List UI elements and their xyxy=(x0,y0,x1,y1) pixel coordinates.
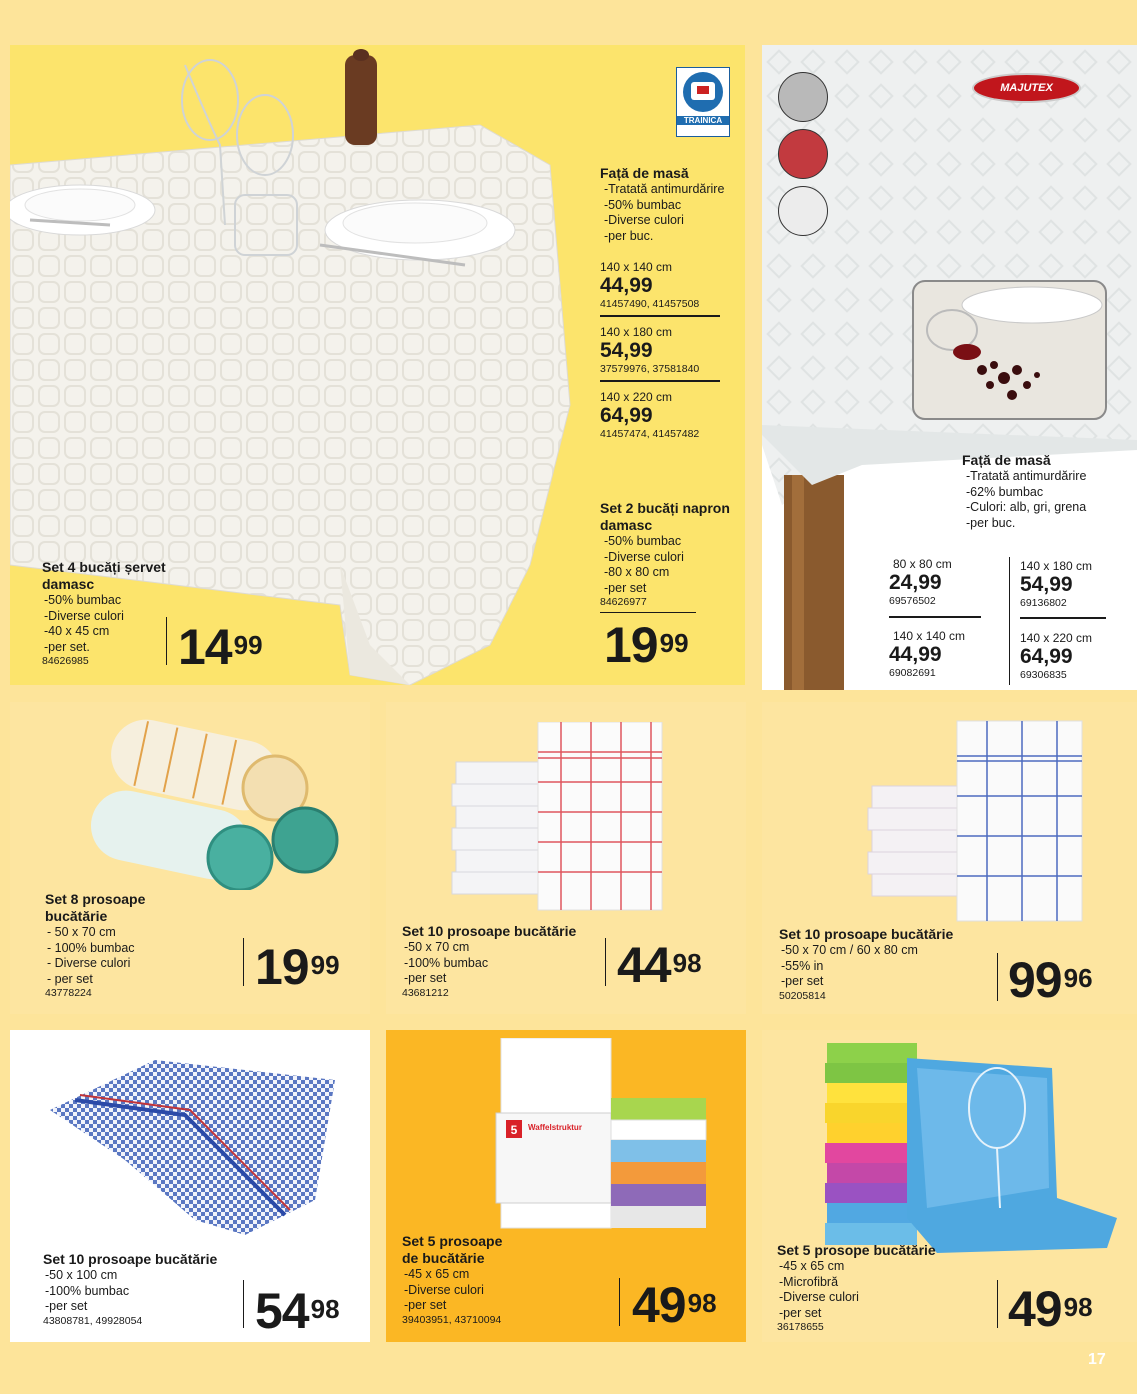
majutex-panel: MAJUTEX Față de masă -Tratată antimurdărire -62% bumbac -Culori: alb, gri, grena -per buc. 80 x 80 cm 24,99 69576502 140 x 140 cm 44,99 69082691 140 x 180 cm 54,99 69136802 140 x 220 cm 64,99 69306835 xyxy=(762,45,1137,690)
variant-price: 44,99 xyxy=(600,274,653,297)
product-card[interactable]: Set 10 prosoape bucătărie -50 x 100 cm -100% bumbac -per set 43808781, 49928054 $54^{98}$ xyxy=(10,1030,370,1342)
swatch-red[interactable] xyxy=(778,129,828,179)
variant-size: 140 x 220 cm xyxy=(600,390,673,404)
napkins-title: Set 4 bucăți șervet xyxy=(42,559,166,575)
wine-stain-photo xyxy=(912,280,1107,420)
package-label: Waffelstruktur xyxy=(528,1123,582,1132)
product-code: 43778224 xyxy=(45,987,92,999)
product-code: 41457474, 41457482 xyxy=(600,428,700,440)
tablecloth-title: Față de masă xyxy=(600,165,689,181)
product-card: Set 8 prosoape bucătărie - 50 x 70 cm - 100% bumbac - Diverse culori - per set 43778224 $19^{99}$ xyxy=(10,702,370,1014)
checkered-towels-photo xyxy=(45,1040,345,1240)
product-price: $99^{96}$ xyxy=(1008,952,1093,1008)
trainica-logo: TRAINICA xyxy=(676,67,730,137)
variant-price: 64,99 xyxy=(1020,645,1073,668)
product-code: 39403951, 43710094 xyxy=(402,1313,502,1326)
spec-line: -50% bumbac xyxy=(604,197,682,212)
linen-towels-photo xyxy=(862,716,1102,926)
product-title: Set 5 prosope bucătărie xyxy=(777,1242,936,1258)
variant-price: 24,99 xyxy=(889,571,942,594)
product-price: $19^{99}$ xyxy=(255,939,340,995)
rolled-towels-photo xyxy=(80,710,340,890)
product-title: Set 10 prosoape bucătărie xyxy=(779,926,954,942)
swatch-white[interactable] xyxy=(778,186,828,236)
product-code: 43681212 xyxy=(402,986,449,999)
majutex-logo: MAJUTEX xyxy=(974,75,1079,101)
product-code: 50205814 xyxy=(779,989,826,1002)
product-price: $54^{98}$ xyxy=(255,1283,340,1339)
product-code: 84626977 xyxy=(600,596,647,608)
product-card: Set 10 prosoape bucătărie -50 x 70 cm / 60 x 80 cm -55% in -per set 50205814 $99^{96}$ xyxy=(762,702,1137,1014)
towel-stack-photo xyxy=(446,722,706,912)
product-price: $44^{98}$ xyxy=(617,937,702,993)
swatch-gray[interactable] xyxy=(778,72,828,122)
product-code: 36178655 xyxy=(777,1321,824,1333)
product-price: $49^{98}$ xyxy=(1008,1281,1093,1337)
tablecloth-panel: TRAINICA Față de masă -Tratată antimurdărire -50% bumbac -Diverse culori -per buc. 140 x 140 cm 44,99 41457490, 41457508 140 x 180 cm 54,99 37579976, 37581840 140 x 220 cm 64,99 41457474, 41457482 Set 4 bucăți șervet damasc -50% bumbac -Diverse culori -40 x 45 cm -per set. 84626985 $14^{99}$ Set 2 bucăți napron damasc -50% bumbac -Diverse culori -80 x 80 cm -per set 84626977 $19^{99}$ xyxy=(10,45,745,685)
product-card: 5 Waffelstruktur Set 5 prosoape de bucătărie -45 x 65 cm -Diverse culori -per set 39403951, 43710094 $49^{98}$ xyxy=(386,1030,746,1342)
variant-size: 140 x 180 cm xyxy=(600,325,673,339)
variant-price: 44,99 xyxy=(889,643,942,666)
majutex-title: Față de masă xyxy=(962,452,1051,468)
product-code: 43808781, 49928054 xyxy=(43,1314,143,1327)
product-title: Set 10 prosoape bucătărie xyxy=(402,923,577,939)
page-number: 17 xyxy=(1088,1351,1106,1368)
variant-size: 140 x 140 cm xyxy=(600,260,673,274)
napron-title: Set 2 bucăți napron xyxy=(600,500,730,516)
product-code: 41457490, 41457508 xyxy=(600,298,700,310)
spec-line: -Tratată antimurdărire xyxy=(604,182,725,196)
spec-line: -per buc. xyxy=(604,228,654,243)
product-title: Set 10 prosoape bucătărie xyxy=(43,1251,218,1267)
product-price: $49^{98}$ xyxy=(632,1277,717,1333)
spec-line: -Diverse culori xyxy=(604,213,684,227)
napkins-price: $14^{99}$ xyxy=(178,619,263,675)
napron-price: $19^{99}$ xyxy=(604,617,689,673)
variant-price: 64,99 xyxy=(600,404,653,427)
product-card: Set 5 prosope bucătărie -45 x 65 cm -Microfibră -Diverse culori -per set 36178655 $49^{98}$ xyxy=(762,1030,1137,1342)
product-card: Set 10 prosoape bucătărie -50 x 70 cm -100% bumbac -per set 43681212 $44^{98}$ xyxy=(386,702,746,1014)
variant-price: 54,99 xyxy=(600,339,653,362)
package-badge: 5 xyxy=(510,1123,518,1137)
microfiber-towels-photo xyxy=(817,1038,1122,1253)
product-title: Set 5 prosoape xyxy=(402,1233,503,1249)
product-code: 84626985 xyxy=(42,655,89,667)
product-title: Set 8 prosoape xyxy=(45,891,146,907)
variant-price: 54,99 xyxy=(1020,573,1073,596)
product-code: 37579976, 37581840 xyxy=(600,363,700,375)
waffle-towels-photo xyxy=(486,1038,716,1233)
